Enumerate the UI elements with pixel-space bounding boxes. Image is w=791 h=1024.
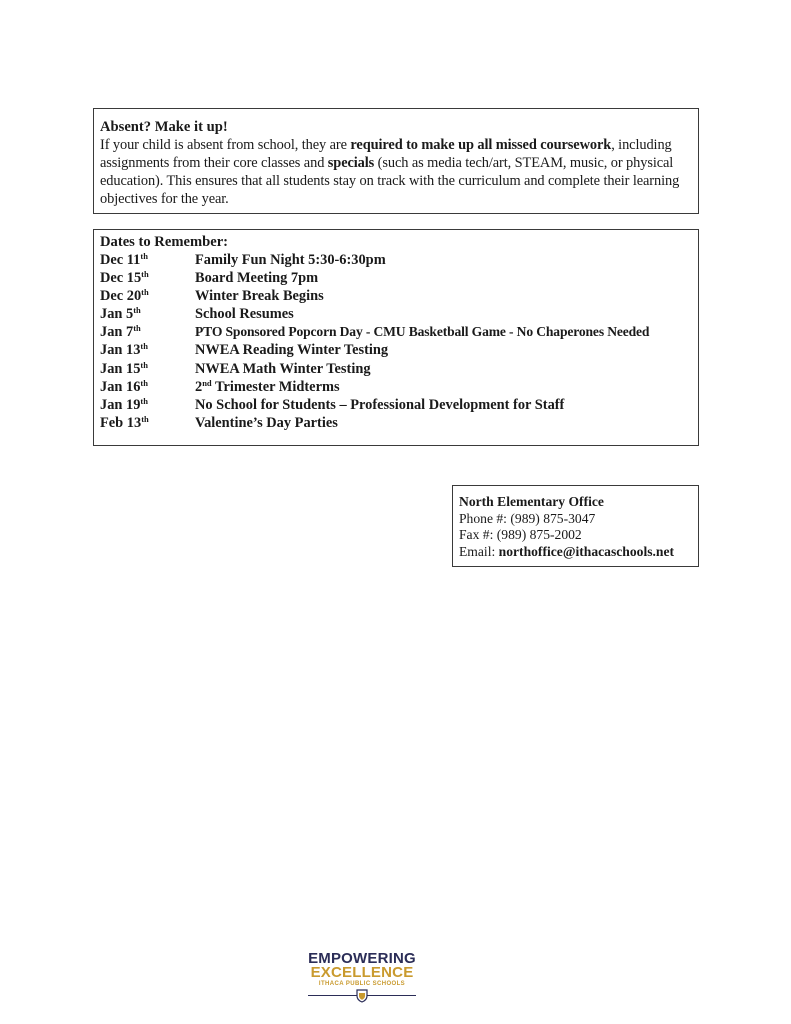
absent-body — [100, 136, 692, 208]
date-label: Jan 5th — [100, 305, 141, 323]
date-row — [100, 378, 692, 396]
date-label: Jan 19th — [100, 395, 148, 413]
event-label: Board Meeting 7pm — [195, 270, 319, 287]
event-label: NWEA Math Winter Testing — [195, 360, 371, 377]
absent-bold-1: required to make up all missed coursework — [350, 137, 612, 153]
event-label: NWEA Reading Winter Testing — [195, 342, 389, 359]
office-phone: Phone #: (989) 875-3047 — [459, 510, 596, 526]
dates-title: Dates to Remember: — [100, 234, 229, 250]
district-logo — [306, 952, 418, 1003]
date-label: Jan 15th — [100, 359, 148, 377]
event-label: PTO Sponsored Popcorn Day - CMU Basketball Game - No Chaperones Needed — [195, 324, 650, 340]
absent-text-2: , including assignments from their core classes and — [100, 137, 672, 171]
event-label: Family Fun Night 5:30-6:30pm — [195, 252, 386, 268]
date-row — [100, 287, 692, 305]
office-contact-box — [452, 485, 699, 567]
date-label: Dec 11th — [100, 251, 148, 268]
date-label: Jan 16th — [100, 377, 148, 395]
date-label: Jan 7th — [100, 323, 141, 341]
date-row — [100, 396, 692, 414]
date-label: Dec 20th — [100, 287, 149, 305]
date-row — [100, 323, 692, 341]
date-label: Feb 13th — [100, 413, 149, 431]
absent-text-3: (such as media tech/art, STEAM, music, or physical education). This ensures that all students stay on track with the curriculum and complete their learning objectives for the year. — [100, 155, 680, 207]
absent-text-1: If your child is absent from school, they are — [100, 137, 351, 153]
event-label: Valentine’s Day Parties — [195, 414, 338, 431]
event-label: 2nd Trimester Midterms — [195, 377, 340, 395]
date-label: Jan 13th — [100, 341, 148, 359]
office-fax: Fax #: (989) 875-2002 — [459, 527, 582, 542]
email-link[interactable]: northoffice@ithacaschools.net — [498, 543, 675, 559]
shield-icon — [356, 989, 368, 1003]
logo-line-3: ITHACA PUBLIC SCHOOLS — [318, 981, 406, 987]
event-label: Winter Break Begins — [195, 288, 324, 305]
date-row — [100, 305, 692, 323]
date-row — [100, 251, 692, 269]
absent-bold-2: specials — [327, 155, 375, 171]
office-title: North Elementary Office — [459, 494, 604, 509]
date-row — [100, 414, 692, 432]
event-label: No School for Students – Professional Development for Staff — [195, 396, 565, 413]
date-label: Dec 15th — [100, 269, 149, 287]
date-row — [100, 269, 692, 287]
absent-title: Absent? Make it up! — [100, 119, 228, 135]
logo-line-1: EMPOWERING — [308, 950, 416, 967]
office-email: Email: northoffice@ithacaschools.net — [459, 543, 675, 559]
dates-to-remember-box — [93, 229, 699, 446]
date-row — [100, 341, 692, 359]
logo-crest — [306, 989, 418, 1003]
event-label: School Resumes — [195, 306, 294, 323]
date-row — [100, 360, 692, 378]
absent-notice-box — [93, 108, 699, 214]
logo-line-2: EXCELLENCE — [310, 964, 414, 981]
